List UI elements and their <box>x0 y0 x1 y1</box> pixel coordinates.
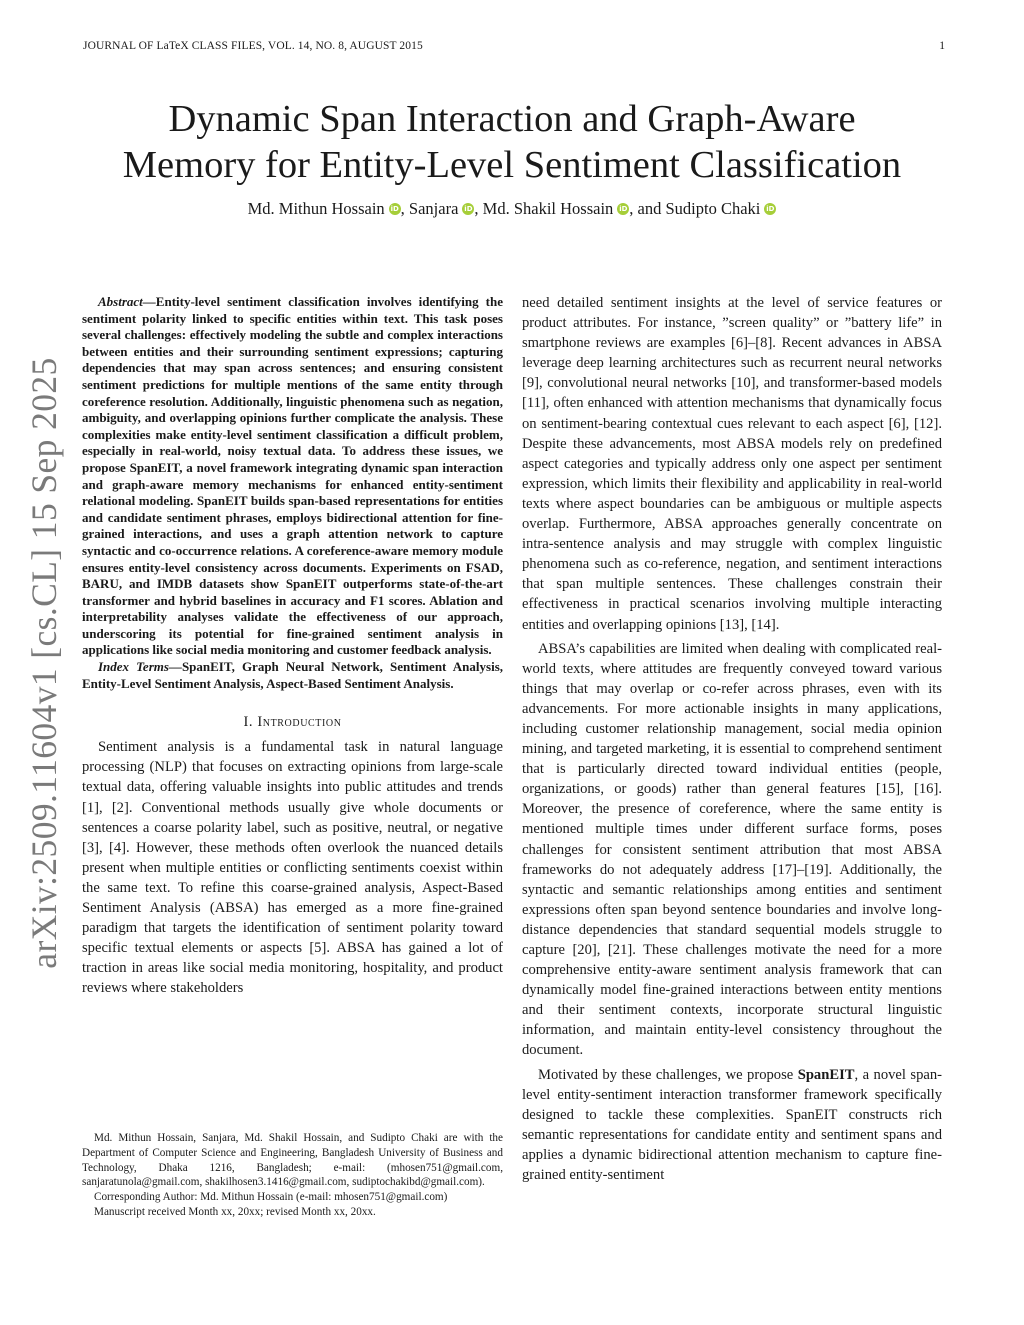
orcid-icon[interactable]: iD <box>464 205 473 213</box>
intro-left-text <box>82 737 503 998</box>
abstract-paragraph <box>82 294 503 659</box>
title-line-2: Memory for Entity-Level Sentiment Classification <box>122 144 902 186</box>
intro-paragraph-3 <box>522 1065 942 1186</box>
footnote-affiliation: Md. Mithun Hossain, Sanjara, Md. Shakil Hossain, and Sudipto Chaki are with the Department of Computer Science and Engineering, Bangladesh University of Business and Technology, Dhaka 1216, Bangladesh; e-mail: (mhosen751@gmail.com, sanjaratunola@gmail.com, shakilhosen3.1416@gmail.com, sudiptochakibd@gmail.com). <box>82 1132 503 1189</box>
abstract-text: Entity-level sentiment classification involves identifying the sentiment polarity linked to specific entities within text. This task poses several challenges: effectively modeling the subtle and complex interactions between entities and their surrounding sentiment expressions; capturing dependencies that may span across sentences; and ensuring consistent sentiment predictions for multiple mentions of the same entity through coreference resolution. Additionally, linguistic phenomena such as negation, ambiguity, and overlapping opinions further complicate the analysis. These complexities make entity-level sentiment classification a difficult problem, especially in real-world, noisy textual data. To address these issues, we propose SpanEIT, a novel framework integrating dynamic span interaction and graph-aware memory mechanisms for enhanced entity-sentiment relational modeling. SpanEIT builds span-based representations for entities and candidate sentiment phrases, employs bidirectional attention for fine-grained interactions, and uses a graph attention network to capture syntactic and co-occurrence relations. A coreference-aware memory module ensures entity-level consistency across documents. Experiments on FSAD, BARU, and IMDB datasets show SpanEIT outperforms state-of-the-art transformer and hybrid baselines in accuracy and F1 scores. Ablation and interpretability analyses validate the effectiveness of our approach, underscoring its potential for fine-grained sentiment analysis in applications like social media monitoring and customer feedback analysis. <box>82 294 503 658</box>
footnotes <box>82 1131 503 1220</box>
author-4: and Sudipto Chaki <box>637 199 761 218</box>
running-header: JOURNAL OF LaTeX CLASS FILES, VOL. 14, NO. 8, AUGUST 2015 <box>83 40 423 52</box>
p3-rest: , a novel span-level entity-sentiment interaction transformer framework specifically designed to tackle these complexities. SpanEIT constructs rich semantic representations for candidate entity and sentiment spans and applies a dynamic bidirectional attention mechanism to capture fine-grained entity-sentiment <box>522 1066 942 1184</box>
intro-paragraph-2: ABSA’s capabilities are limited when dealing with complicated real-world texts, where attitudes are frequently conveyed toward various things that may overlap or co-refer across phrases, even with its advancements. For more actionable insights in many applications, including customer relationship management, social media opinion mining, and targeted marketing, it is essential to comprehend sentiment that is particularly directed toward individual entities (people, organizations, or goods) rather than general features [15], [16]. Moreover, the presence of coreference, where the same entity is mentioned multiple times under different surface forms, poses challenges for consistent sentiment attribution that most ABSA frameworks do not adequately address [17]–[19]. Additionally, the syntactic and semantic relationships among entities and sentiment expressions often span beyond sentence boundaries and involve long-distance dependencies that standard sequential models struggle to capture [20], [21]. These challenges motivate the need for a more comprehensive entity-aware sentiment analysis framework that can dynamically model fine-grained interactions between entity mentions and their sentiment contexts, incorporate structural linguistic information, and maintain entity-level consistency throughout the document. <box>522 640 942 1059</box>
spaneit-name: SpanEIT <box>797 1066 855 1083</box>
index-terms <box>82 659 503 692</box>
p3-start: Motivated by these challenges, we propose <box>538 1066 798 1083</box>
abstract <box>82 294 503 692</box>
footnote-manuscript: Manuscript received Month xx, 20xx; revised Month xx, 20xx. <box>94 1205 376 1218</box>
index-terms-label: Index Terms— <box>98 659 182 675</box>
arxiv-watermark: arXiv:2509.11604v1 [cs.CL] 15 Sep 2025 <box>24 357 64 969</box>
author-list: Md. Mithun Hossain iD , Sanjara iD , Md. Shakil Hossain iD , and Sudipto Chaki iD <box>247 199 775 218</box>
index-terms-text: SpanEIT, Graph Neural Network, Sentiment Analysis, Entity-Level Sentiment Analysis, Aspect-Based Sentiment Analysis. <box>82 659 503 691</box>
page-number: 1 <box>939 40 945 52</box>
left-column <box>82 294 503 998</box>
author-1: Md. Mithun Hossain <box>247 199 385 218</box>
section-heading-introduction: I. Introduction <box>243 714 342 731</box>
title-line-1: Dynamic Span Interaction and Graph-Aware <box>168 98 856 140</box>
orcid-icon[interactable]: iD <box>619 205 628 213</box>
intro-paragraph-1-continued: need detailed sentiment insights at the level of service features or product attributes. For instance, ”screen quality” or ”battery life” in smartphone reviews are examples [6]–[8]. Recent advances in ABSA leverage deep learning architectures such as recurrent neural networks [9], convolutional neural networks [10], and transformer-based models [11], often enhanced with attention mechanisms that dynamically focus on sentiment-bearing contextual cues relevant to each aspect [6], [12]. Despite these advancements, most ABSA models rely on predefined aspect categories and typically address only one aspect per sentiment expression, which limits their flexibility and applicability in real-world texts where aspect boundaries can be ambiguous or multiple aspects overlap. Furthermore, ABSA approaches generally concentrate on intra-sentence analysis and may struggle with complex linguistic phenomena such as co-reference, negation, and sentiment interactions that span multiple sentences. These challenges constrain their effectiveness in practical scenarios involving multiple interacting entities and overlapping opinions [13], [14]. <box>522 295 942 633</box>
abstract-label: Abstract— <box>98 294 156 309</box>
author-2: Sanjara <box>408 199 459 218</box>
footnote-corresponding: Corresponding Author: Md. Mithun Hossain (e-mail: mhosen751@gmail.com) <box>94 1191 448 1204</box>
paper-title <box>0 96 1024 188</box>
orcid-icon[interactable]: iD <box>766 205 775 213</box>
intro-paragraph-1: Sentiment analysis is a fundamental task in natural language processing (NLP) that focuses on extracting opinions from large-scale textual data, offering valuable insights into public attitudes and trends [1], [2]. Conventional methods usually give whole documents or sentences a coarse polarity label, such as positive, neutral, or negative [3], [4]. However, these methods often overlook the nuanced details present when multiple entities or conflicting sentiments coexist within the same text. To refine this coarse-grained analysis, Aspect-Based Sentiment Analysis (ABSA) has emerged as a more fine-grained paradigm that targets the identification of sentiment polarity toward specific textual elements or aspects [5]. ABSA has gained a lot of traction in areas like social media monitoring, hospitality, and product reviews where stakeholders <box>82 739 503 997</box>
author-3: Md. Shakil Hossain <box>482 199 614 218</box>
right-column <box>522 293 942 1185</box>
orcid-icon[interactable]: iD <box>390 205 399 213</box>
